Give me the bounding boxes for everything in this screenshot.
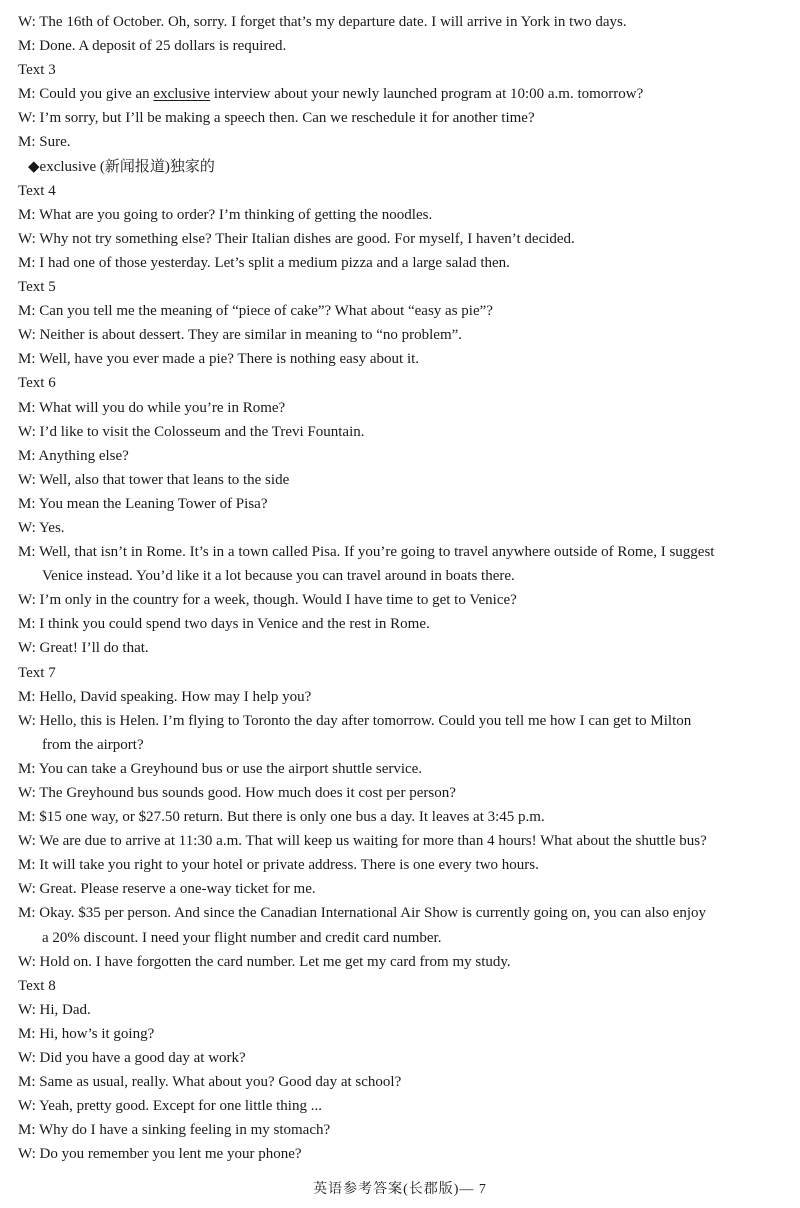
dialogue-line: M: Why do I have a sinking feeling in my stomach? xyxy=(18,1122,331,1139)
section-heading: Text 5 xyxy=(18,279,56,296)
dialogue-line: W: Neither is about dessert. They are similar in meaning to “no problem”. xyxy=(18,327,463,344)
dialogue-line: M: Done. A deposit of 25 dollars is required. xyxy=(18,38,287,55)
dialogue-line: M: What will you do while you’re in Rome? xyxy=(18,399,286,416)
dialogue-line: W: I’d like to visit the Colosseum and the Trevi Fountain. xyxy=(18,423,365,440)
dialogue-line-continuation: Venice instead. You’d like it a lot because you can travel around in boats there. xyxy=(42,568,515,585)
vocab-note: ◆exclusive (新闻报道)独家的 xyxy=(28,158,215,175)
dialogue-line: W: We are due to arrive at 11:30 a.m. That will keep us waiting for more than 4 hours! What about the shuttle bus? xyxy=(18,833,707,850)
dialogue-line: M: Anything else? xyxy=(18,447,129,464)
underlined-word: exclusive xyxy=(153,86,211,103)
section-heading: Text 4 xyxy=(18,182,56,199)
dialogue-line: W: The Greyhound bus sounds good. How much does it cost per person? xyxy=(18,785,456,801)
dialogue-line: W: Great! I’ll do that. xyxy=(18,640,149,657)
dialogue-line: M: Well, that isn’t in Rome. It’s in a town called Pisa. If you’re going to travel anywhere outside of Rome, I suggest xyxy=(18,544,715,561)
dialogue-line: M: Could you give an exclusive interview about your newly launched program at 10:00 a.m. tomorrow? xyxy=(18,86,644,103)
dialogue-line: W: Great. Please reserve a one-way ticket for me. xyxy=(18,881,316,898)
dialogue-line-continuation: a 20% discount. I need your flight number and credit card number. xyxy=(42,929,442,946)
dialogue-line: M: What are you going to order? I’m thinking of getting the noodles. xyxy=(18,206,433,223)
dialogue-line: W: I’m sorry, but I’ll be making a speech then. Can we reschedule it for another time? xyxy=(18,110,535,127)
dialogue-line: W: Hello, this is Helen. I’m flying to Toronto the day after tomorrow. Could you tell me how I can get to Milton xyxy=(18,712,692,729)
dialogue-line: W: Why not try something else? Their Italian dishes are good. For myself, I haven’t decided. xyxy=(18,230,575,247)
dialogue-line: W: Do you remember you lent me your phone? xyxy=(18,1146,302,1163)
dialogue-line: M: Can you tell me the meaning of “piece of cake”? What about “easy as pie”? xyxy=(18,303,493,320)
dialogue-line: M: Same as usual, really. What about you? Good day at school? xyxy=(18,1074,402,1091)
dialogue-line: M: Sure. xyxy=(18,134,71,151)
dialogue-line: M: You can take a Greyhound bus or use the airport shuttle service. xyxy=(18,760,423,777)
section-heading: Text 3 xyxy=(18,62,56,79)
dialogue-line: W: Well, also that tower that leans to the side xyxy=(18,471,290,488)
section-heading: Text 8 xyxy=(18,977,56,994)
dialogue-line-continuation: from the airport? xyxy=(42,736,144,753)
dialogue-line: W: The 16th of October. Oh, sorry. I forget that’s my departure date. I will arrive in York in two days. xyxy=(18,14,627,30)
dialogue-line: M: Well, have you ever made a pie? There is nothing easy about it. xyxy=(18,351,420,368)
dialogue-line: W: I’m only in the country for a week, though. Would I have time to get to Venice? xyxy=(18,592,517,609)
dialogue-line: M: Okay. $35 per person. And since the Canadian International Air Show is currently going on, you can also enjoy xyxy=(18,905,707,922)
dialogue-line: W: Hi, Dad. xyxy=(18,1001,91,1018)
dialogue-line: M: I think you could spend two days in Venice and the rest in Rome. xyxy=(18,616,430,633)
section-heading: Text 6 xyxy=(18,375,56,392)
dialogue-line: M: $15 one way, or $27.50 return. But there is only one bus a day. It leaves at 3:45 p.m. xyxy=(18,809,545,826)
transcript xyxy=(18,10,790,1167)
dialogue-line: W: Yeah, pretty good. Except for one little thing ... xyxy=(18,1098,322,1115)
dialogue-line: W: Yes. xyxy=(18,519,65,536)
dialogue-line: M: It will take you right to your hotel or private address. There is one every two hours. xyxy=(18,857,539,874)
dialogue-line: M: Hello, David speaking. How may I help you? xyxy=(18,688,312,705)
dialogue-line: M: You mean the Leaning Tower of Pisa? xyxy=(18,495,268,512)
dialogue-line: M: Hi, how’s it going? xyxy=(18,1025,155,1042)
dialogue-line: M: I had one of those yesterday. Let’s split a medium pizza and a large salad then. xyxy=(18,254,510,271)
dialogue-line: W: Hold on. I have forgotten the card number. Let me get my card from my study. xyxy=(18,953,511,970)
section-heading: Text 7 xyxy=(18,664,56,681)
page-footer: 英语参考答案(长郡版)— 7 xyxy=(313,1182,487,1197)
dialogue-line: W: Did you have a good day at work? xyxy=(18,1050,246,1067)
